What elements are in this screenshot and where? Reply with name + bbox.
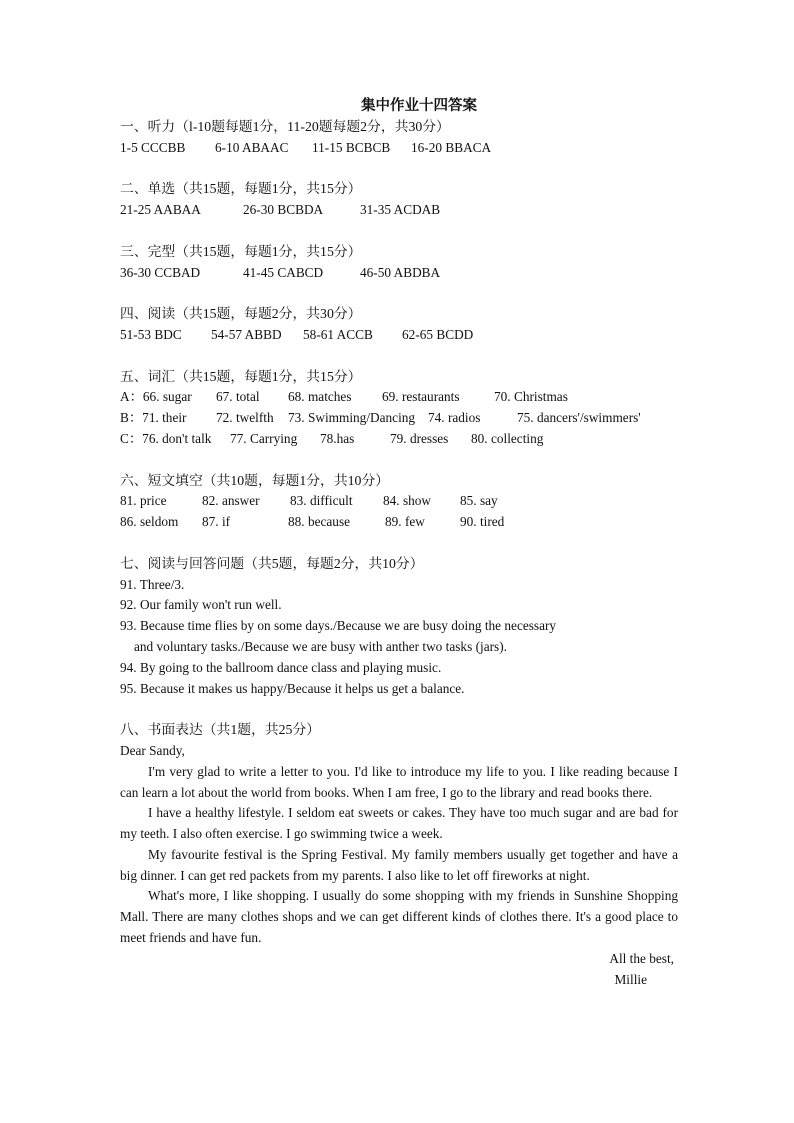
- answer-item: 67. total: [216, 389, 260, 405]
- answer-row-fill-2: [120, 512, 678, 533]
- answer-item: 41-45 CABCD: [243, 264, 324, 280]
- section-heading-writing: 八、书面表达（共1题，共25分）: [120, 722, 321, 738]
- answer-row-cloze: [120, 263, 678, 284]
- answer-row-vocab-b: [120, 408, 678, 429]
- answer-item: 51-53 BDC: [120, 326, 182, 342]
- answer-item: 88. because: [288, 514, 351, 530]
- answer-item: 26-30 BCBDA: [243, 202, 324, 218]
- letter-signature: Millie: [614, 971, 647, 987]
- letter-greeting: Dear Sandy,: [120, 742, 185, 758]
- answer-row-fill-1: [120, 491, 678, 512]
- answer-row-vocab-a: [120, 387, 678, 408]
- answer-item: 69. restaurants: [382, 389, 460, 405]
- answer-item: 16-20 BBACA: [411, 139, 492, 155]
- answer-item: 73. Swimming/Dancing: [288, 410, 416, 426]
- answer-92: 92. Our family won't run well.: [120, 597, 282, 613]
- letter-paragraph: I have a healthy lifestyle. I seldom eat sweets or cakes. They have too much sugar and are bad for my teeth. I also often exercise. I go swimming twice a week.: [120, 805, 678, 842]
- answer-item: 87. if: [202, 514, 231, 530]
- answer-item: 85. say: [460, 493, 498, 509]
- section-heading-reading: 四、阅读（共15题，每题2分，共30分）: [120, 306, 362, 322]
- answer-item: 84. show: [383, 493, 432, 509]
- answer-93-line-2: and voluntary tasks./Because we are busy with anther two tasks (jars).: [134, 638, 507, 654]
- answer-sheet: [120, 95, 678, 990]
- letter-paragraph: What's more, I like shopping. I usually do some shopping with my friends in Sunshine Shopping Mall. There are many clothes shops and we can get different kinds of clothes there. It's a good place to meet friends and have fun.: [120, 888, 678, 946]
- answer-93-line-1: 93. Because time flies by on some days./Because we are busy doing the necessary: [120, 618, 557, 634]
- section-heading-reading-answer: 七、阅读与回答问题（共5题，每题2分，共10分）: [120, 555, 424, 571]
- answer-94: 94. By going to the ballroom dance class and playing music.: [120, 659, 442, 675]
- section-heading-single-choice: 二、单选（共15题，每题1分，共15分）: [120, 181, 362, 197]
- answer-item: 21-25 AABAA: [120, 202, 201, 218]
- letter-closing: All the best,: [609, 950, 674, 966]
- answer-95: 95. Because it makes us happy/Because it helps us get a balance.: [120, 680, 465, 696]
- answer-item: 75. dancers'/swimmers': [517, 410, 641, 426]
- answer-row-listening: [120, 138, 678, 159]
- answer-item: 1-5 CCCBB: [120, 139, 186, 155]
- answer-row-single-choice: [120, 200, 678, 221]
- answer-item: 90. tired: [460, 514, 505, 530]
- answer-row-vocab-c: [120, 429, 678, 450]
- answer-item: A：66. sugar: [120, 389, 192, 405]
- answer-item: 79. dresses: [390, 430, 449, 446]
- answer-item: 36-30 CCBAD: [120, 264, 201, 280]
- section-heading-fill-blanks: 六、短文填空（共10题，每题1分，共10分）: [120, 472, 390, 488]
- answer-item: 11-15 BCBCB: [312, 139, 391, 155]
- answer-row-reading: [120, 325, 678, 346]
- answer-91: 91. Three/3.: [120, 576, 185, 592]
- answer-item: 6-10 ABAAC: [215, 139, 289, 155]
- answer-item: 31-35 ACDAB: [360, 202, 441, 218]
- answer-item: 80. collecting: [471, 430, 544, 446]
- answer-item: 46-50 ABDBA: [360, 264, 441, 280]
- answer-item: 70. Christmas: [494, 389, 568, 405]
- section-heading-listening: 一、听力（l-10题每题1分，11-20题每题2分，共30分）: [120, 119, 450, 134]
- answer-item: 78.has: [320, 430, 355, 446]
- answer-item: 82. answer: [202, 493, 260, 509]
- section-heading-cloze: 三、完型（共15题，每题1分，共15分）: [120, 243, 362, 259]
- answer-item: 68. matches: [288, 389, 352, 405]
- page-title: 集中作业十四答案: [361, 98, 477, 114]
- letter-paragraph: My favourite festival is the Spring Festival. My family members usually get together and have a big dinner. I can get red packets from my parents. I also like to let off fireworks at night.: [120, 846, 678, 883]
- answer-item: 89. few: [385, 514, 425, 530]
- answer-item: 54-57 ABBD: [211, 326, 282, 342]
- answer-item: 86. seldom: [120, 514, 179, 530]
- answer-item: 62-65 BCDD: [402, 326, 474, 342]
- section-heading-vocabulary: 五、词汇（共15题，每题1分，共15分）: [120, 368, 362, 384]
- answer-item: 83. difficult: [290, 493, 353, 509]
- answer-item: C：76. don't talk: [120, 430, 212, 446]
- letter-paragraph: I'm very glad to write a letter to you. I'd like to introduce my life to you. I like reading because I can learn a lot about the world from books. When I am free, I go to the library and read books there.: [120, 763, 678, 800]
- answer-item: 81. price: [120, 493, 167, 509]
- answer-item: B：71. their: [120, 410, 187, 426]
- answer-item: 58-61 ACCB: [303, 326, 373, 342]
- answer-item: 77. Carrying: [230, 430, 298, 446]
- answer-item: 74. radios: [428, 410, 481, 426]
- answer-item: 72. twelfth: [216, 410, 274, 426]
